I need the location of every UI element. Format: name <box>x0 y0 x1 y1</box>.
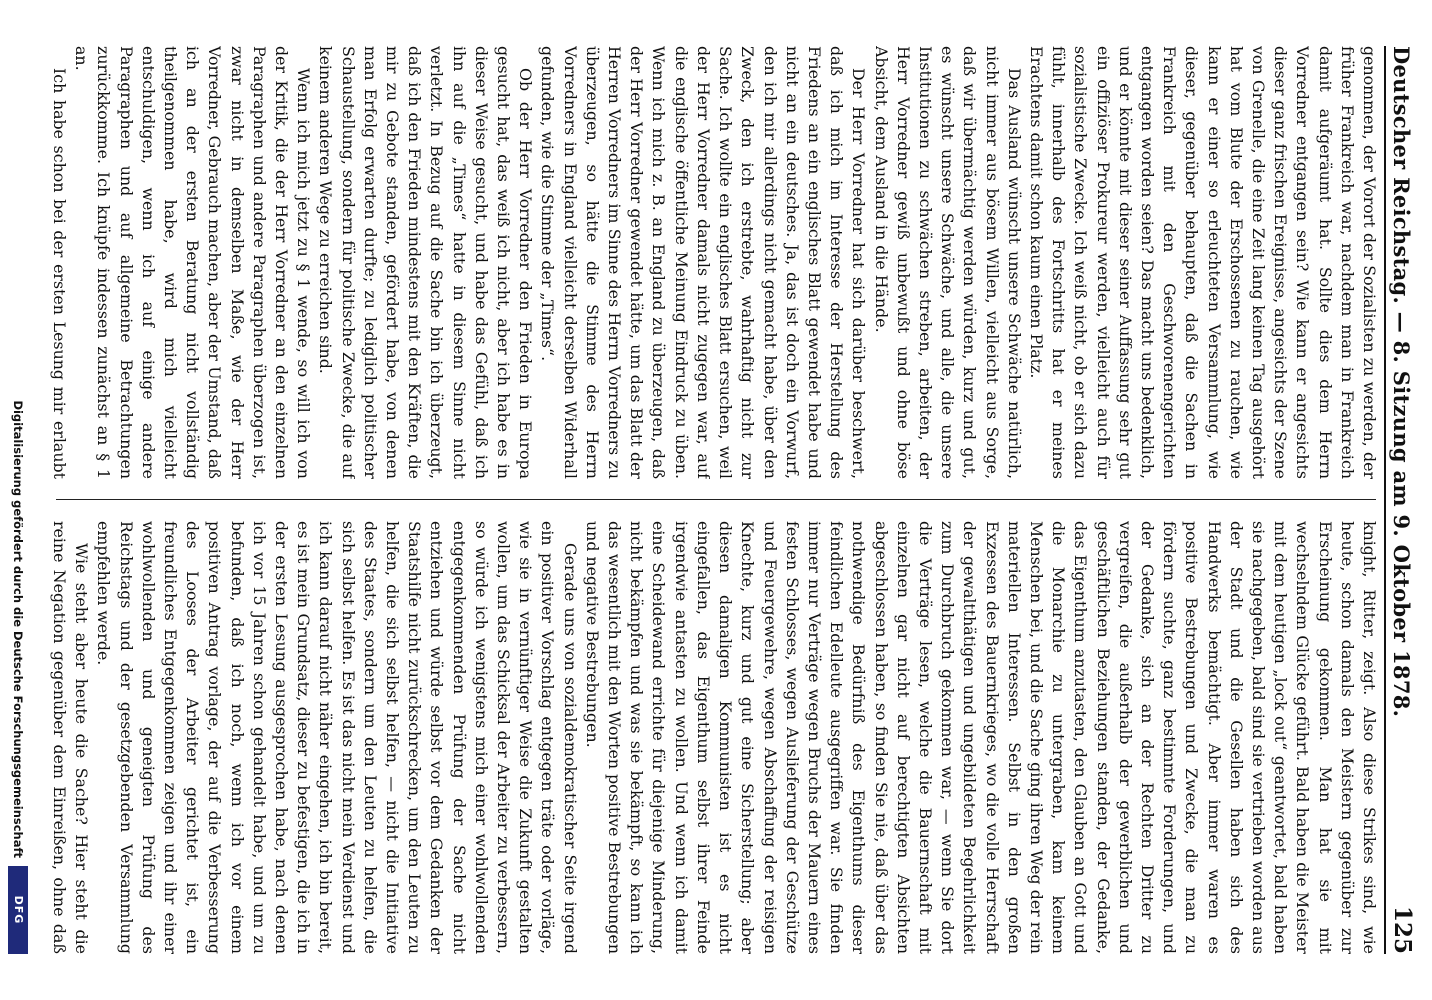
paragraph: Wenn ich mich jetzt zu § 1 wende, so will ich von der Kritik, die der Herr Vorredner an den einzelnen Paragraphen und andere Paragraphen überzogen ist, zwar nicht in demselben Maße, wie der Herr Vorredner, Gebrauch machen, aber der Umstand, daß ich an der ersten Beratung nicht vollständig theilgenommen habe, wird mich vielleicht entschuldigen, wenn ich auf einige andere Paragraphen und auf allgemeine Betrachtungen zurückkomme. Ich knüpfe indessen zunächst an § 1 an. <box>72 46 314 479</box>
right-column <box>50 521 1380 954</box>
digitization-footer <box>6 46 28 954</box>
dfg-logo: DFG <box>8 866 28 954</box>
paragraph: Der Herr Vorredner hat sich darüber beschwert, daß ich mich im Interesse der Herstellung des Friedens an ein englisches Blatt gewendet habe und nicht an ein deutsches. Ja, das ist doch ein Vorwurf, den ich mir allerdings nicht gemacht habe, über den Zweck, den ich erstrebte, wahrhaftig nicht zur Sache. Ich wollte ein englisches Blatt ersuchen, weil der Herr Vorredner damals nicht zugegen war, auf die englische öffentliche Meinung Eindruck zu üben. Wenn ich mich z. B. an England zu überzeugen, daß der Herr Vorredner gewendet hätte, um das Blatt der Herren Vorredners im Sinne des Herrn Vorredners zu überzeugen, so hätte die Stimme des Herrn Vorredners in England vielleicht derselben Widerhall gefunden, wie die Stimme der „Times“. <box>538 46 869 479</box>
paragraph: Gerade uns von sozialdemokratischer Seite irgend ein positiver Vorschlag entgegen träte oder vorläge, wie sie in vernünftiger Weise die Zukunft gestalten wollen, um das Schicksal der Arbeiter zu verbessern, so würde ich wenigstens mich einer wohlwollenden entgegenkommenden Prüfung der Sache nicht entziehen und würde selbst vor dem Gedanken der Staatshilfe nicht zurückschrecken, um den Leuten zu helfen, die sich selbst helfen, — nicht die Initiative des Staates, sondern um den Leuten zu helfen, die sich selbst helfen. Es ist das nicht mein Verdienst und ich kann darauf nicht näher eingehen, ich bin bereit, es ist mein Grundsatz, dieser zu befestigen, die ich in der ersten Lesung ausgesprochen habe, nach denen ich vor 15 Jahren schon gehandelt habe, und um zu befunden, daß ich noch, wenn ich vor einem positiven Antrag vorlage, der auf die Verbesserung des Looses der Arbeiter gerichtet ist, ein freundliches Entgegenkommen zeigen und ihr einer wohlwollenden und geneigten Prüfung des Reichstags und der gesetzgebenden Versammlung empfehlen werde. <box>94 521 580 954</box>
paragraph: knight, Ritter, zeigt. Also diese Strikes sind, wie heute, schon damals den Meistern gegenüber zur Erscheinung gekommen. Man hat sie mit wechselndem Glücke geführt. Bald haben die Meister mit dem heutigen „lock out“ geantwortet, bald haben sie nachgegeben, bald sind sie vertrieben worden aus der Stadt und die Gesellen haben sich des Handwerks bemächtigt. Aber immer waren es positive Bestrebungen und Zwecke, die man zu fördern suchte, ganz bestimmte Forderungen, und der Gedanke, sich an der Rechten Dritter zu vergreifen, die außerhalb der gewerblichen und geschäftlichen Beziehungen standen, der Gedanke, das Eigenthum anzutasten, den Glauben an Gott und die Monarchie zu untergraben, kam keinem Menschen bei, und die Sache ging ihren Weg der rein materiellen Interessen. Selbst in den großen Exzessen des Bauernkrieges, wo die volle Herrschaft der gewaltthätigen und ungebildeten Begehrlichkeit zum Durchbruch gekommen war, — wenn Sie dort die Verträge lesen, welche die Bauernschaft mit einzelnen gar nicht auf berechtigten Absichten abgeschlossen haben, so finden Sie nie, daß über das nothwendige Bedürfniß des Eigenthums dieser feindlichen Edelleute ausgegriffen war. Sie finden immer nur Verträge wegen Bruchs der Mauern eines festen Schlosses, wegen Auslieferung der Geschütze und Feuergewehre, wegen Abschaffung der reisigen Knechte, kurz und gut eine Sicherstellung; aber diesen damaligen Kommunisten ist es nicht eingefallen, das Eigenthum selbst ihrer Feinde irgendwie antasten zu wollen. Und wenn ich damit eine Scheidewand errichte für diejenige Minderung, nicht bekämpfen und was sie bekämpft, so kann ich das wesentlich mit den Worten positive Bestrebungen und negative Bestrebungen. <box>582 521 1379 954</box>
funding-credit: Digitalisierung gefördert durch die Deutsche Forschungsgemeinschaft <box>11 400 25 858</box>
page-header <box>1386 46 1420 954</box>
paragraph: Das Ausland wünscht unsere Schwäche natürlich, nicht immer aus bösem Willen, vielleicht aus Sorge, daß wir übermächtig werden würden, kurz und gut, es wünscht unsere Schwäche, und alle, die unsere Institutionen zu schwächen streben, arbeiten, der Herr Vorredner gewiß unbewußt und ohne böse Absicht, dem Ausland in die Hände. <box>871 46 1024 479</box>
page-title: Deutscher Reichstag. — 8. Sitzung am 9. Oktober 1878. <box>1389 46 1414 718</box>
page-number: 125 <box>1389 905 1416 954</box>
header-rule <box>1384 46 1386 954</box>
column-divider <box>56 499 1376 500</box>
paragraph: Ob der Herr Vorredner den Frieden in Europa gesucht hat, das weiß ich nicht, aber ich habe es in dieser Weise gesucht, und habe das Gefühl, daß ich ihn auf die „Times“ hatte in diesem Sinne nicht verletzt. In Bezug auf die Sache bin ich überzeugt, daß ich den Frieden mindestens mit den Kräften, die mir zu Gebote standen, gefördert habe, von denen man Erfolg erwarten durfte; zu lediglich politischer Schaustellung, sondern für politische Zwecke, die auf keinem anderen Wege zu erreichen sind. <box>316 46 536 479</box>
paragraph: Wie steht aber heute die Sache? Hier steht die reine Negation gegenüber dem Einreißen, ohne daß <box>50 521 92 954</box>
left-column <box>50 46 1380 479</box>
article-body <box>50 46 1380 954</box>
paragraph: Ich habe schon bei der ersten Lesung mir erlaubt <box>50 68 70 479</box>
paragraph: genommen, der Vorort der Sozialisten zu werden, der früher Frankreich war, nachdem man in Frankreich damit aufgeräumt hat. Sollte dies dem Herrn Vorredner entgangen sein? Wie kann er angesichts dieser ganz frischen Ereignisse, angesichts der Szene von Grenelle, die eine Zeit lang keinen Tag ausgehört hat vom Blute der Erschossenen zu rauchen, wie kann er einer so erleuchteten Versammlung, wie dieser, gegenüber behaupten, daß die Sachen in Frankreich mit den Geschworenengerichten entgangen worden seien? Das macht uns bedenklich, und er könnte mit dieser seiner Auffassung sehr gut ein offiziöser Prokureur werden, vielleicht auch für sozialistische Zwecke. Ich weiß nicht, ob er sich dazu fühlt, innerhalb des Fortschritts hat er meines Erachtens damit schon kaum einen Platz. <box>1026 46 1379 479</box>
